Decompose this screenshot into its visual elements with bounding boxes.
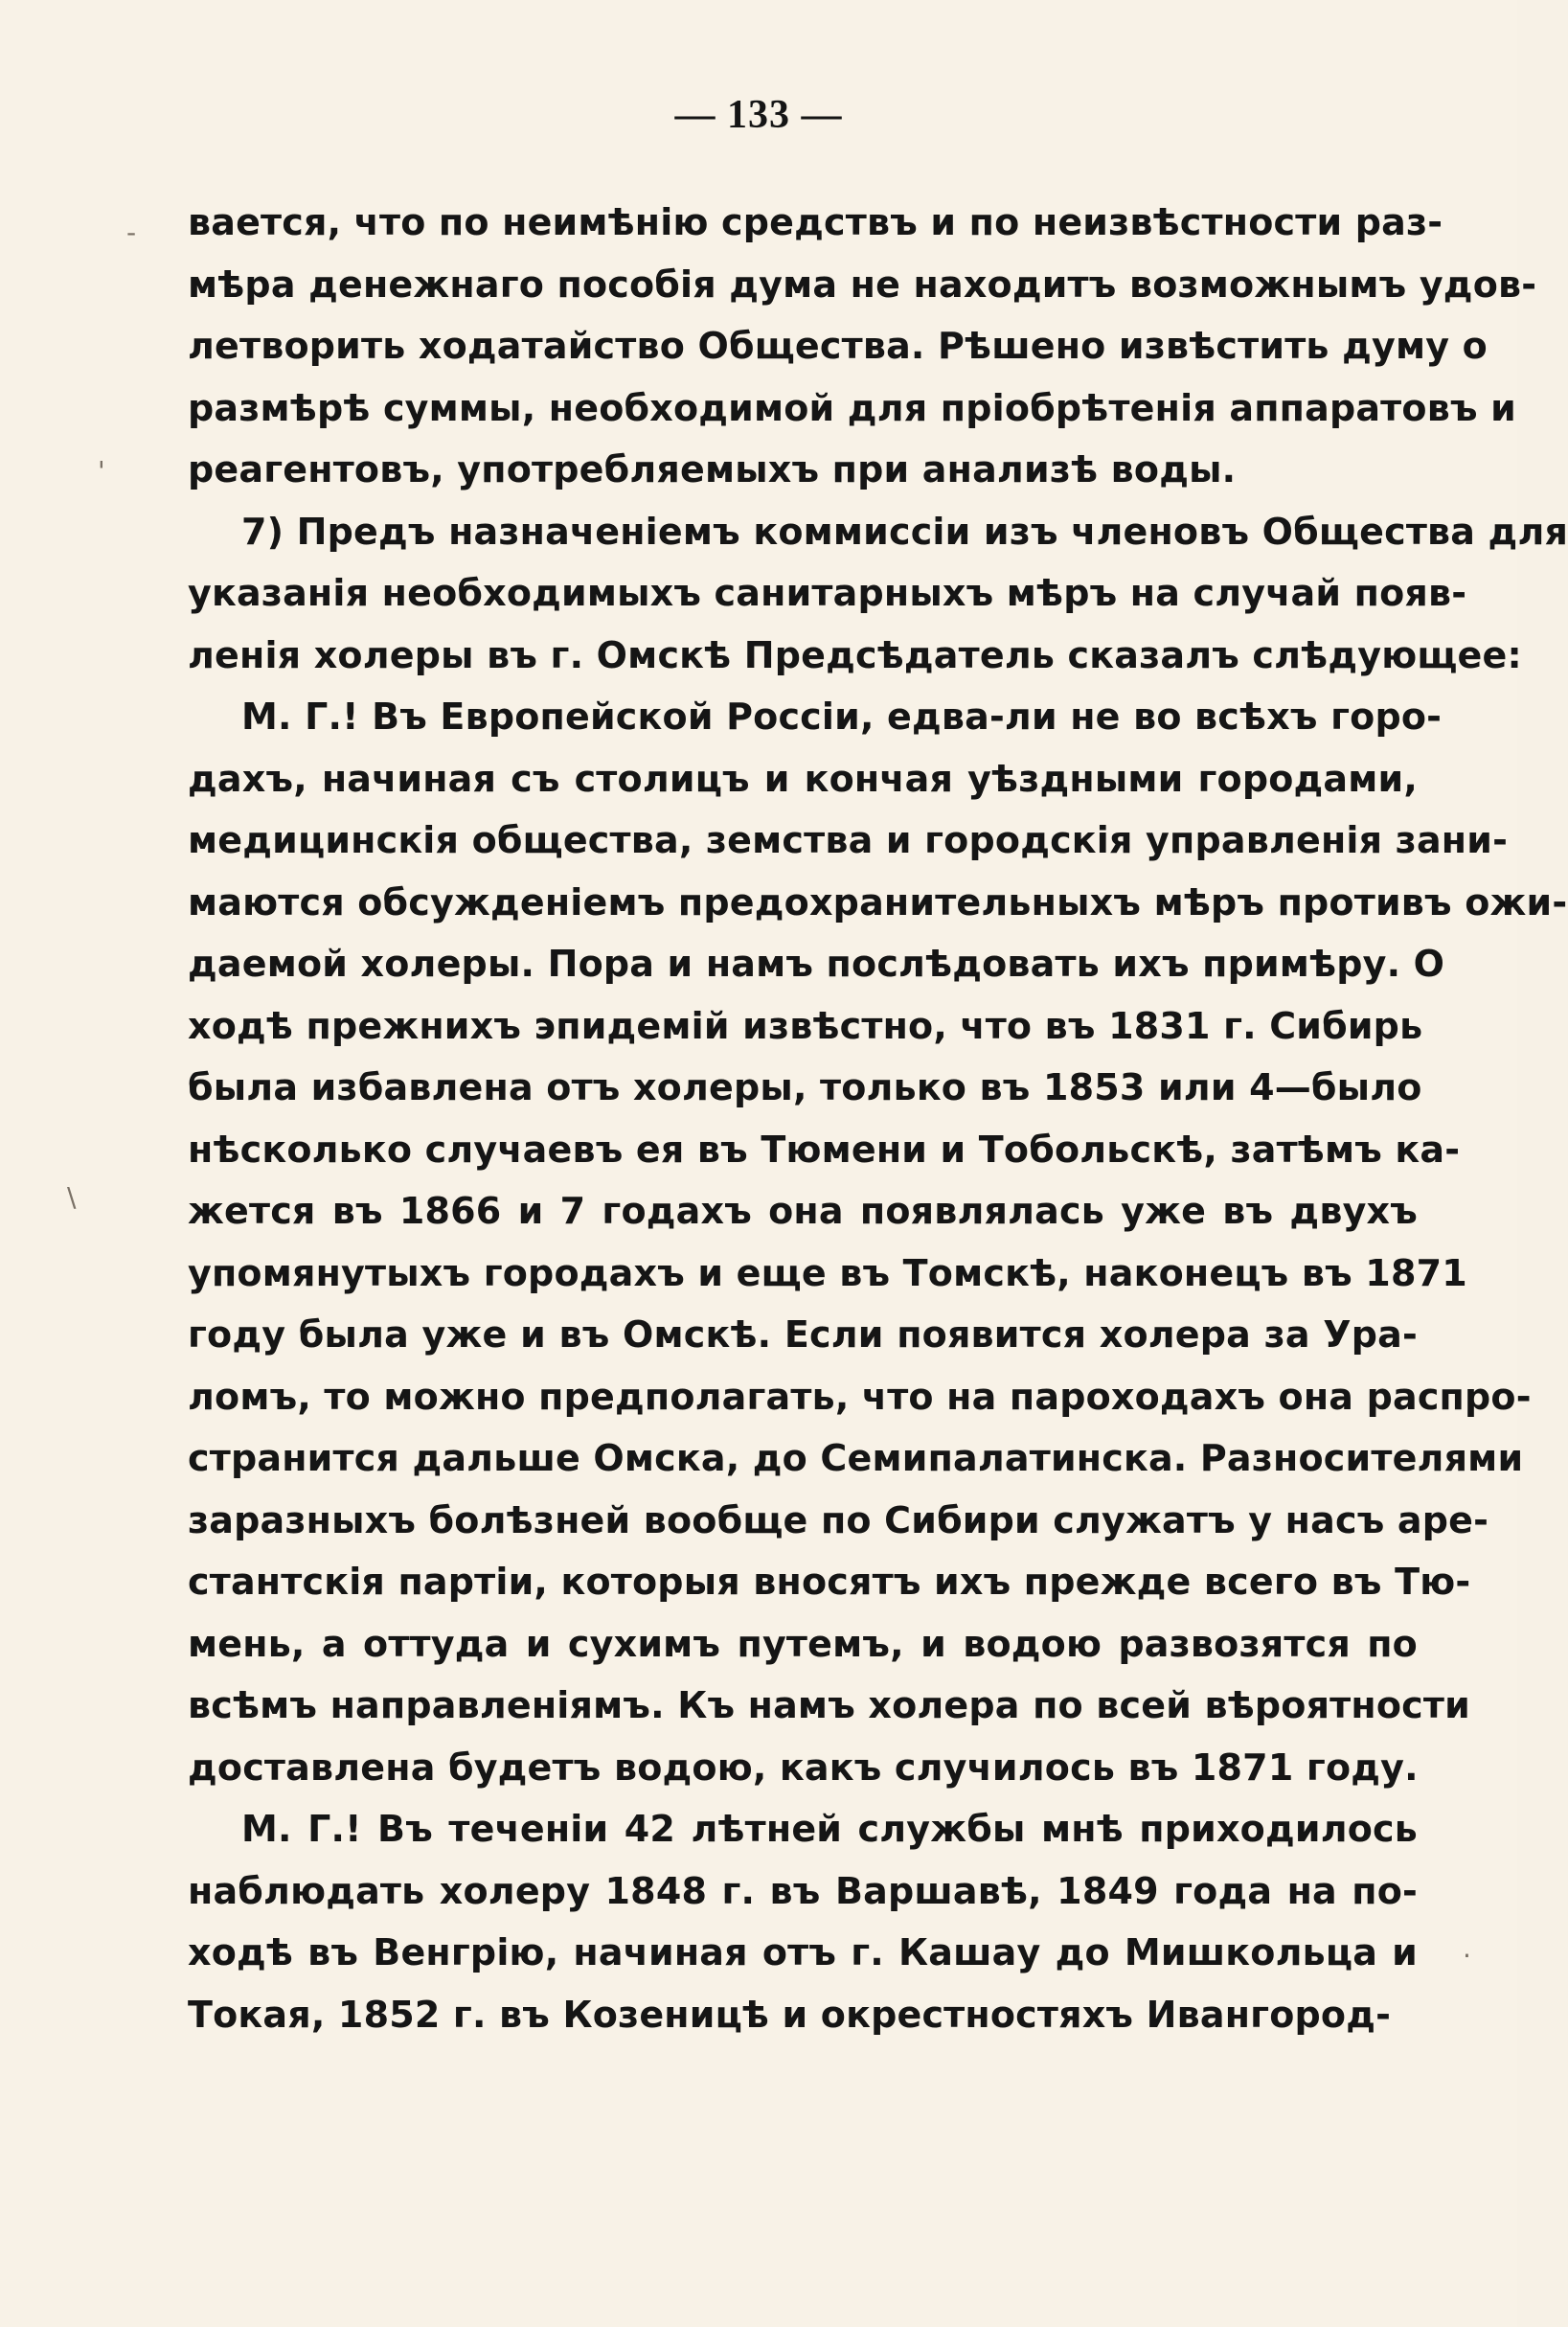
text-line-27: М. Г.! Въ теченіи 42 лѣтней службы мнѣ приходилось bbox=[241, 1808, 1418, 1850]
text-line-30: Токая, 1852 г. въ Козеницѣ и окрестностяхъ Ивангород- bbox=[188, 1993, 1392, 2036]
text-line-3: летворить ходатайство Общества. Рѣшено извѣстить думу о bbox=[188, 325, 1488, 367]
text-line-20: ломъ, то можно предполагать, что на пароходахъ она распро- bbox=[188, 1375, 1532, 1418]
text-line-25: всѣмъ направленіямъ. Къ намъ холера по всей вѣроятности bbox=[188, 1684, 1470, 1726]
text-line-6: 7) Предъ назначеніемъ коммиссіи изъ членовъ Общества для bbox=[241, 510, 1568, 553]
text-line-19: году была уже и въ Омскѣ. Если появится холера за Ура- bbox=[188, 1313, 1418, 1356]
margin-mark-right-1: · bbox=[1463, 1940, 1471, 1972]
text-line-2: мѣра денежнаго пособія дума не находитъ возможнымъ удов- bbox=[188, 262, 1537, 306]
text-line-17: жется въ 1866 и 7 годахъ она появлялась уже въ двухъ bbox=[188, 1190, 1418, 1232]
text-line-10: дахъ, начиная съ столицъ и кончая уѣздными городами, bbox=[188, 757, 1418, 800]
text-line-12: маются обсужденіемъ предохранительныхъ мѣръ противъ ожи- bbox=[188, 880, 1568, 924]
text-line-1: вается, что по неимѣнію средствъ и по неизвѣстности раз- bbox=[188, 201, 1443, 243]
text-line-24: мень, а оттуда и сухимъ путемъ, и водою развозятся по bbox=[188, 1622, 1418, 1665]
text-line-29: ходѣ въ Венгрію, начиная отъ г. Кашау до Мишкольца и bbox=[188, 1931, 1418, 1973]
text-line-15: была избавлена отъ холеры, только въ 1853 или 4—было bbox=[188, 1066, 1422, 1108]
text-line-8: ленія холеры въ г. Омскѣ Предсѣдатель сказалъ слѣдующее: bbox=[188, 633, 1522, 676]
margin-mark-left-1: - bbox=[126, 217, 137, 248]
text-line-9: М. Г.! Въ Европейской Россіи, едва-ли не во всѣхъ горо- bbox=[241, 696, 1443, 738]
text-line-13: даемой холеры. Пора и намъ послѣдовать ихъ примѣру. О bbox=[188, 943, 1445, 985]
text-line-18: упомянутыхъ городахъ и еще въ Томскѣ, наконецъ въ 1871 bbox=[188, 1251, 1467, 1294]
margin-mark-left-3: \ bbox=[67, 1181, 77, 1213]
margin-mark-left-2: ' bbox=[98, 455, 105, 487]
text-line-14: ходѣ прежнихъ эпидемій извѣстно, что въ 1831 г. Сибирь bbox=[188, 1004, 1423, 1047]
text-line-28: наблюдать холеру 1848 г. въ Варшавѣ, 1849 года на по- bbox=[188, 1869, 1418, 1912]
text-line-5: реагентовъ, употребляемыхъ при анализѣ воды. bbox=[188, 448, 1237, 490]
body-text bbox=[188, 192, 1568, 2045]
text-line-23: стантскія партіи, которыя вносятъ ихъ прежде всего въ Тю- bbox=[188, 1561, 1471, 1603]
text-line-4: размѣрѣ суммы, необходимой для пріобрѣтенія аппаратовъ и bbox=[188, 386, 1516, 429]
text-line-16: нѣсколько случаевъ ея въ Тюмени и Тобольскѣ, затѣмъ ка- bbox=[188, 1128, 1461, 1171]
text-line-7: указанія необходимыхъ санитарныхъ мѣръ на случай появ- bbox=[188, 572, 1467, 614]
text-line-22: заразныхъ болѣзней вообще по Сибири служатъ у насъ аре- bbox=[188, 1498, 1489, 1541]
page-number-header: — 133 — bbox=[674, 93, 843, 137]
text-line-11: медицинскія общества, земства и городскія управленія зани- bbox=[188, 819, 1509, 861]
text-line-26: доставлена будетъ водою, какъ случилось въ 1871 году. bbox=[188, 1745, 1419, 1789]
text-line-21: странится дальше Омска, до Семипалатинска. Разносителями bbox=[188, 1437, 1524, 1479]
